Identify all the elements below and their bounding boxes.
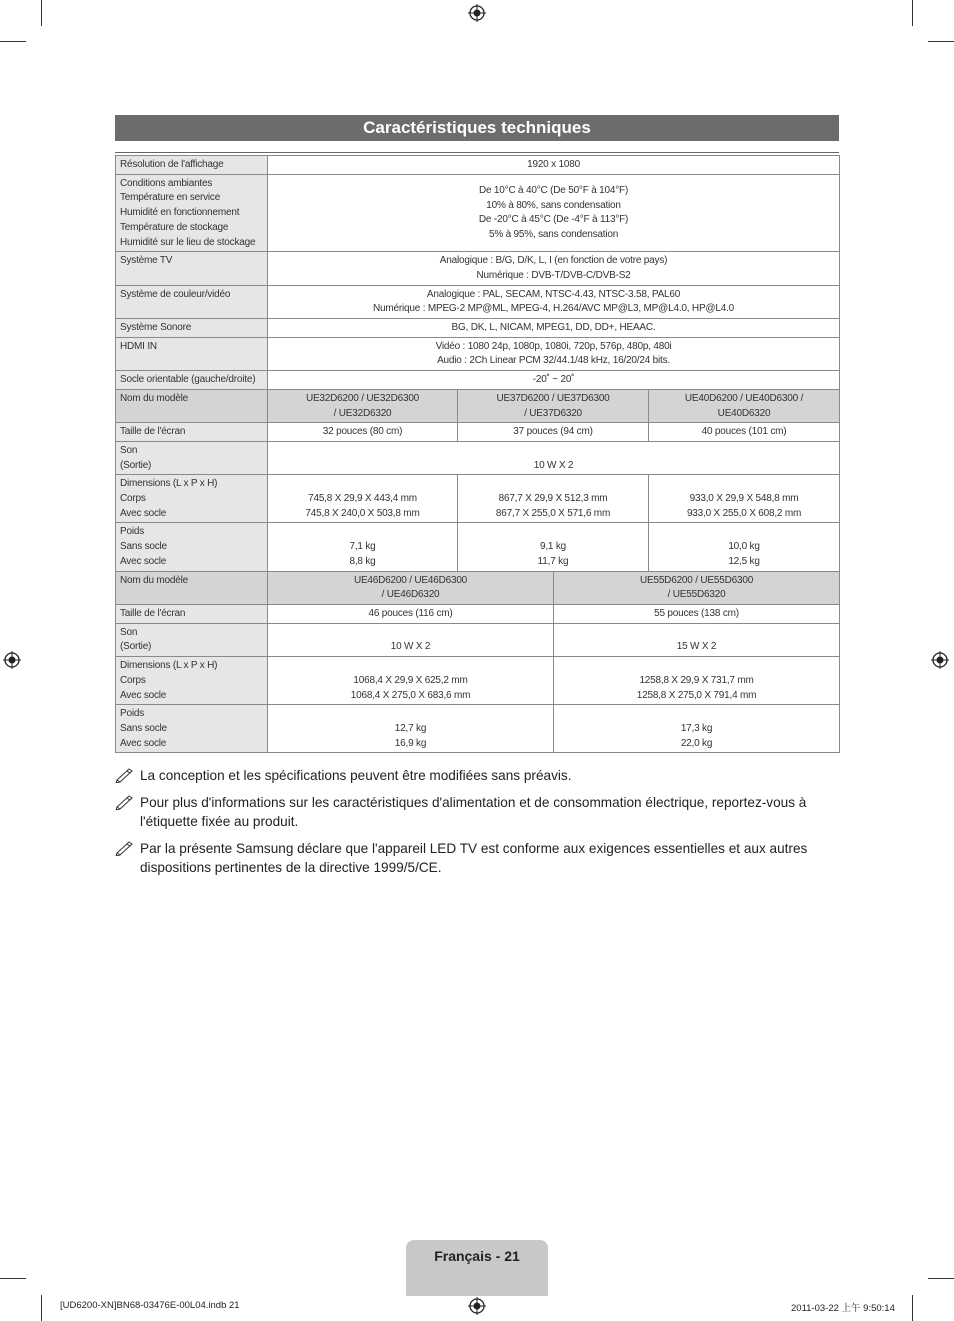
model-name — [554, 571, 840, 604]
dimensions-text: 1068,4 X 29,9 X 625,2 mm — [353, 674, 468, 686]
spec-label-text: Système Sonore — [120, 322, 192, 334]
spec-label — [116, 252, 268, 285]
dimensions — [649, 475, 840, 523]
spec-label — [116, 604, 268, 623]
spec-value-text: Numérique : MPEG-2 MP@ML, MPEG-4, H.264/AVC MP@L3, MP@L4.0, HP@L4.0 — [373, 303, 735, 315]
spec-label — [116, 389, 268, 422]
model-name-text: UE40D6320 — [717, 407, 771, 419]
table-row — [116, 475, 840, 523]
crop-mark — [41, 1295, 42, 1321]
weight — [649, 523, 840, 571]
spec-value — [268, 371, 840, 390]
spec-value-text: Numérique : DVB-T/DVB-C/DVB-S2 — [476, 269, 631, 281]
table-row — [116, 705, 840, 753]
sound-output-text: 15 W X 2 — [676, 641, 717, 653]
file-slug: [UD6200-XN]BN68-03476E-00L04.indb 21 — [60, 1300, 240, 1311]
spec-label — [116, 441, 268, 474]
spec-label-text: Système TV — [120, 255, 173, 267]
spec-value — [268, 285, 840, 318]
spec-label — [116, 319, 268, 338]
model-name — [268, 571, 554, 604]
date-slug: 2011-03-22 上午 9:50:14 — [791, 1303, 895, 1314]
pencil-note-icon — [115, 767, 135, 783]
spec-label-text: Système de couleur/vidéo — [120, 288, 231, 300]
spec-label-text: Taille de l'écran — [120, 426, 186, 438]
dimensions — [458, 475, 649, 523]
spec-value — [268, 337, 840, 370]
table-row — [116, 423, 840, 442]
dimensions-text: 1258,8 X 29,9 X 731,7 mm — [639, 674, 754, 686]
model-name-text: / UE46D6320 — [381, 589, 440, 601]
spec-value-text: 5% à 95%, sans condensation — [488, 229, 619, 241]
screen-size-text: 37 pouces (94 cm) — [513, 426, 593, 438]
spec-label-text: HDMI IN — [120, 340, 157, 352]
spec-value — [268, 319, 840, 338]
weight-text: 11,7 kg — [537, 555, 569, 567]
spec-label — [116, 337, 268, 370]
spec-label — [116, 174, 268, 252]
spec-value — [268, 252, 840, 285]
registration-mark-icon — [468, 1297, 486, 1315]
model-name — [458, 389, 649, 422]
spec-label — [116, 623, 268, 656]
sound-output-text: 10 W X 2 — [533, 459, 574, 471]
screen-size-text: 55 pouces (138 cm) — [654, 607, 739, 619]
screen-size — [458, 423, 649, 442]
weight-text: 10,0 kg — [728, 541, 760, 553]
dimensions — [268, 475, 458, 523]
crop-mark — [0, 1278, 26, 1279]
spec-label — [116, 423, 268, 442]
spec-label-text: Socle orientable (gauche/droite) — [120, 374, 256, 386]
sound-output — [268, 441, 840, 474]
spec-label — [116, 156, 268, 175]
spec-label — [116, 371, 268, 390]
weight-text: 8,8 kg — [349, 555, 376, 567]
spec-label-text: Avec socle — [120, 507, 167, 519]
spec-label-text: Dimensions (L x P x H) — [120, 660, 218, 672]
sound-output — [268, 623, 554, 656]
screen-size — [554, 604, 840, 623]
spec-label-text: Corps — [120, 674, 146, 686]
spec-label-text: Humidité en fonctionnement — [120, 207, 240, 219]
weight — [268, 705, 554, 753]
spec-value — [268, 156, 840, 175]
screen-size-text: 40 pouces (101 cm) — [701, 426, 787, 438]
spec-value-text: 10% à 80%, sans condensation — [486, 199, 621, 211]
spec-label-text: Humidité sur le lieu de stockage — [120, 236, 256, 248]
table-row — [116, 174, 840, 252]
spec-label — [116, 475, 268, 523]
model-name-text: UE32D6200 / UE32D6300 — [305, 392, 420, 404]
screen-size — [268, 423, 458, 442]
crop-mark — [928, 41, 954, 42]
spec-value-text: BG, DK, L, NICAM, MPEG1, DD, DD+, HEAAC. — [451, 322, 656, 334]
spec-label-text: Avec socle — [120, 689, 167, 701]
note-text: La conception et les spécifications peuvent être modifiées sans préavis. — [140, 768, 572, 783]
spec-value-text: Analogique : PAL, SECAM, NTSC-4.43, NTSC-3.58, PAL60 — [426, 288, 681, 300]
model-name-text: / UE37D6320 — [524, 407, 582, 419]
model-name — [649, 389, 840, 422]
spec-table — [115, 155, 840, 753]
crop-mark — [928, 1278, 954, 1279]
dimensions-text: 1258,8 X 275,0 X 791,4 mm — [636, 689, 757, 701]
pencil-note-icon — [115, 794, 135, 810]
registration-mark-icon — [468, 4, 486, 22]
crop-mark — [912, 0, 913, 26]
spec-label — [116, 285, 268, 318]
weight-text: 12,5 kg — [728, 555, 760, 567]
model-name-text: UE46D6200 / UE46D6300 — [353, 574, 468, 586]
pencil-note-icon — [115, 840, 135, 856]
spec-label-text: Dimensions (L x P x H) — [120, 478, 218, 490]
weight — [554, 705, 840, 753]
spec-label-text: Sans socle — [120, 722, 167, 734]
screen-size — [268, 604, 554, 623]
spec-label — [116, 657, 268, 705]
spec-label-text: Poids — [120, 526, 145, 538]
table-row — [116, 571, 840, 604]
crop-mark — [912, 1295, 913, 1321]
spec-value-text: De -20°C à 45°C (De -4°F à 113°F) — [478, 214, 629, 226]
weight-text: 17,3 kg — [680, 722, 713, 734]
spec-label — [116, 523, 268, 571]
spec-label-text: Température de stockage — [120, 221, 229, 233]
model-name-text: UE37D6200 / UE37D6300 — [496, 392, 610, 404]
spec-value — [268, 174, 840, 252]
screen-size — [649, 423, 840, 442]
dimensions-text: 745,8 X 29,9 X 443,4 mm — [308, 493, 417, 505]
note-item — [115, 793, 839, 832]
spec-label-text: Avec socle — [120, 555, 167, 567]
spec-value-text: Audio : 2Ch Linear PCM 32/44.1/48 kHz, 16/20/24 bits. — [437, 355, 670, 367]
weight — [268, 523, 458, 571]
note-text: Par la présente Samsung déclare que l'appareil LED TV est conforme aux exigences essentielles et aux autres dispositions pertinentes de la directive 1999/5/CE. — [140, 840, 808, 875]
crop-mark — [41, 0, 42, 26]
table-row — [116, 319, 840, 338]
spec-label-text: Nom du modèle — [120, 574, 188, 586]
model-name — [268, 389, 458, 422]
page-title: Caractéristiques techniques — [115, 115, 839, 141]
page-number-label: Français - 21 — [434, 1248, 520, 1264]
model-name-text: / UE32D6320 — [333, 407, 392, 419]
model-name-text: UE40D6200 / UE40D6300 / — [684, 392, 804, 404]
dimensions — [268, 657, 554, 705]
dimensions-text: 867,7 X 255,0 X 571,6 mm — [495, 507, 611, 519]
crop-mark — [0, 41, 26, 42]
spec-label-text: Sans socle — [120, 541, 167, 553]
notes-list — [115, 766, 839, 885]
dimensions-text: 867,7 X 29,9 X 512,3 mm — [498, 493, 608, 505]
dimensions-text: 933,0 X 29,9 X 548,8 mm — [689, 493, 799, 505]
table-row — [116, 441, 840, 474]
table-row — [116, 337, 840, 370]
spec-label-text: Température en service — [120, 192, 221, 204]
spec-label-text: Son — [120, 444, 138, 456]
registration-mark-icon — [3, 651, 21, 669]
table-row — [116, 252, 840, 285]
table-row — [116, 156, 840, 175]
sound-output-text: 10 W X 2 — [390, 641, 431, 653]
table-row — [116, 285, 840, 318]
registration-mark-icon — [931, 651, 949, 669]
dimensions — [554, 657, 840, 705]
spec-label-text: Résolution de l'affichage — [120, 159, 224, 170]
table-row — [116, 623, 840, 656]
screen-size-text: 46 pouces (116 cm) — [368, 607, 453, 619]
spec-label-text: Son — [120, 626, 138, 638]
spec-label — [116, 571, 268, 604]
dimensions-text: 745,8 X 240,0 X 503,8 mm — [305, 507, 420, 519]
weight-text: 12,7 kg — [394, 722, 427, 734]
spec-label — [116, 705, 268, 753]
spec-value-text: De 10°C à 40°C (De 50°F à 104°F) — [478, 185, 629, 197]
title-divider — [115, 152, 839, 153]
table-row — [116, 523, 840, 571]
table-row — [116, 657, 840, 705]
spec-label-text: Poids — [120, 708, 145, 720]
spec-value-text: 1920 x 1080 — [527, 159, 580, 170]
table-row — [116, 389, 840, 422]
weight-text: 22,0 kg — [680, 737, 713, 749]
spec-label-text: Avec socle — [120, 737, 167, 749]
weight-text: 9,1 kg — [539, 541, 567, 553]
model-name-text: UE55D6200 / UE55D6300 — [639, 574, 754, 586]
sound-output — [554, 623, 840, 656]
dimensions-text: 933,0 X 255,0 X 608,2 mm — [686, 507, 802, 519]
screen-size-text: 32 pouces (80 cm) — [322, 426, 403, 438]
note-item — [115, 839, 839, 878]
dimensions-text: 1068,4 X 275,0 X 683,6 mm — [350, 689, 471, 701]
spec-label-text: Corps — [120, 493, 146, 505]
note-text: Pour plus d'informations sur les caractéristiques d'alimentation et de consommation électrique, reportez-vous à l'étiquette fixée au produit. — [140, 794, 807, 829]
note-item — [115, 766, 839, 786]
model-name-text: / UE55D6320 — [667, 589, 726, 601]
weight — [458, 523, 649, 571]
spec-label-text: Conditions ambiantes — [120, 177, 213, 189]
weight-text: 7,1 kg — [349, 541, 376, 553]
table-row — [116, 604, 840, 623]
spec-value-text: Analogique : B/G, D/K, L, I (en fonction de votre pays) — [439, 255, 668, 267]
page-number-tab — [406, 1240, 548, 1296]
spec-label-text: (Sortie) — [120, 459, 152, 471]
spec-label-text: Taille de l'écran — [120, 607, 186, 619]
spec-value-text: -20˚ ~ 20˚ — [532, 374, 575, 386]
spec-value-text: Vidéo : 1080 24p, 1080p, 1080i, 720p, 576p, 480p, 480i — [435, 340, 672, 352]
table-row — [116, 371, 840, 390]
spec-label-text: Nom du modèle — [120, 392, 188, 404]
weight-text: 16,9 kg — [394, 737, 427, 749]
spec-label-text: (Sortie) — [120, 641, 152, 653]
